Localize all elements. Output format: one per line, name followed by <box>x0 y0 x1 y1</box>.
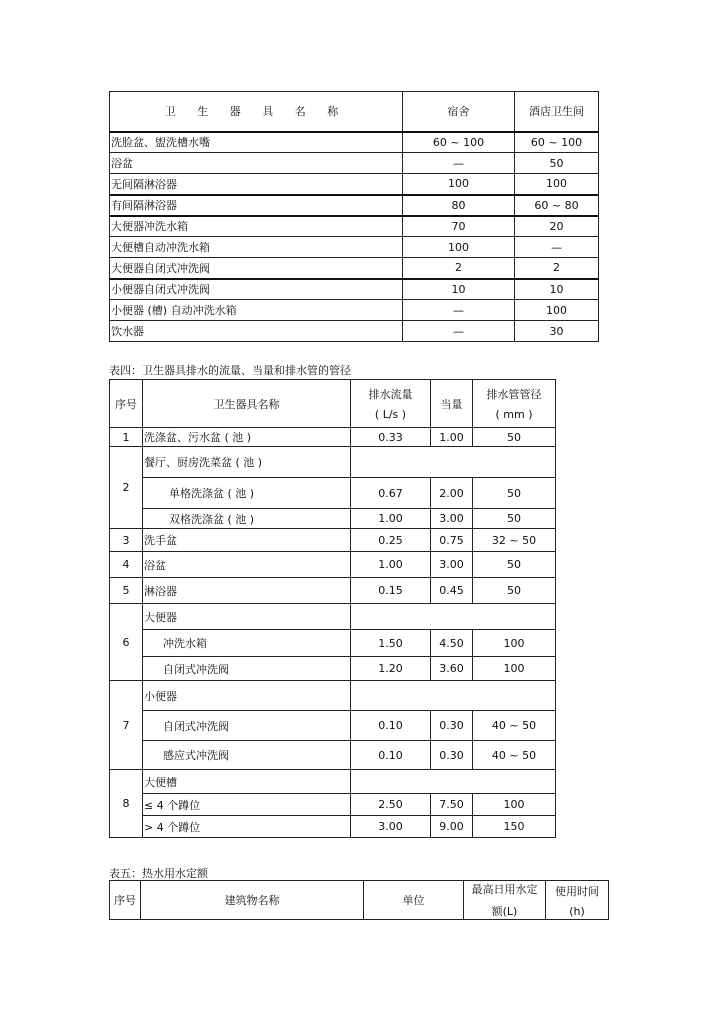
cell-equiv: 2.00 <box>431 478 473 509</box>
cell-empty <box>351 770 556 794</box>
cell-equiv: 3.00 <box>431 552 473 578</box>
cell-name: 大便器 <box>143 604 351 630</box>
cell-name: 洗脸盆、盥洗槽水嘴 <box>110 132 403 153</box>
table-row <box>110 657 556 681</box>
table-row <box>110 447 556 478</box>
header-flow-unit: ( L/s ) <box>374 408 407 421</box>
cell-hotel: 100 <box>515 300 599 321</box>
cell-flow: 1.00 <box>351 552 431 578</box>
table-row <box>110 478 556 509</box>
cell-name: 饮水器 <box>110 321 403 342</box>
cell-dorm: 100 <box>403 237 515 258</box>
cell-name: 洗手盆 <box>143 529 351 552</box>
header-hotel: 酒店卫生间 <box>515 92 599 132</box>
cell-name: 洗涤盆、污水盆 ( 池 ) <box>143 428 351 447</box>
header-building: 建筑物名称 <box>141 881 364 920</box>
table-row <box>110 711 556 741</box>
fixture-water-table <box>109 91 599 342</box>
header-name: 卫生器具名称 <box>143 380 351 428</box>
cell-flow: 2.50 <box>351 794 431 816</box>
header-pipe: 排水管管径 <box>486 388 542 401</box>
cell-name: 淋浴器 <box>143 578 351 604</box>
cell-equiv: 3.00 <box>431 509 473 529</box>
cell-equiv: 7.50 <box>431 794 473 816</box>
table-row <box>110 237 599 258</box>
cell-empty <box>351 447 556 478</box>
table-row <box>110 630 556 657</box>
cell-dorm: 2 <box>403 258 515 279</box>
cell-no: 3 <box>110 529 143 552</box>
cell-name: 自闭式冲洗阀 <box>143 657 351 681</box>
hot-water-table <box>109 880 609 920</box>
cell-pipe: 150 <box>473 816 556 838</box>
cell-name: 大便器冲洗水箱 <box>110 216 403 237</box>
table-row <box>110 216 599 237</box>
cell-flow: 0.10 <box>351 741 431 770</box>
cell-name: 自闭式冲洗阀 <box>143 711 351 741</box>
cell-hotel: 60 ~ 80 <box>515 195 599 216</box>
cell-equiv: 0.30 <box>431 741 473 770</box>
cell-equiv: 4.50 <box>431 630 473 657</box>
cell-name: 小便器 <box>143 681 351 711</box>
cell-name: 餐厅、厨房洗菜盆 ( 池 ) <box>143 447 351 478</box>
cell-hotel: 10 <box>515 279 599 300</box>
table-row <box>110 529 556 552</box>
header-no: 序号 <box>110 380 143 428</box>
cell-flow: 0.10 <box>351 711 431 741</box>
table-header-row <box>110 92 599 132</box>
cell-flow: 0.15 <box>351 578 431 604</box>
header-max-quota-unit: 额(L) <box>491 905 518 918</box>
cell-hotel: 50 <box>515 153 599 174</box>
cell-no: 8 <box>110 770 143 838</box>
cell-pipe: 50 <box>473 509 556 529</box>
table-row <box>110 794 556 816</box>
cell-name: > 4 个蹲位 <box>143 816 351 838</box>
cell-name: 浴盆 <box>110 153 403 174</box>
cell-no: 1 <box>110 428 143 447</box>
cell-flow: 0.25 <box>351 529 431 552</box>
cell-flow: 1.20 <box>351 657 431 681</box>
cell-flow: 3.00 <box>351 816 431 838</box>
cell-hotel: — <box>515 237 599 258</box>
header-pipe-unit: ( mm ) <box>495 408 533 421</box>
cell-name: 大便槽自动冲洗水箱 <box>110 237 403 258</box>
cell-equiv: 1.00 <box>431 428 473 447</box>
cell-equiv: 9.00 <box>431 816 473 838</box>
table-row <box>110 509 556 529</box>
cell-dorm: 100 <box>403 174 515 195</box>
cell-name: 冲洗水箱 <box>143 630 351 657</box>
cell-no: 2 <box>110 447 143 529</box>
cell-hotel: 2 <box>515 258 599 279</box>
cell-hotel: 30 <box>515 321 599 342</box>
cell-dorm: 10 <box>403 279 515 300</box>
table-row <box>110 428 556 447</box>
cell-name: 浴盆 <box>143 552 351 578</box>
cell-no: 4 <box>110 552 143 578</box>
cell-name: 感应式冲洗阀 <box>143 741 351 770</box>
cell-pipe: 100 <box>473 657 556 681</box>
table-row <box>110 132 599 153</box>
header-equiv: 当量 <box>431 380 473 428</box>
cell-hotel: 20 <box>515 216 599 237</box>
table-row <box>110 741 556 770</box>
table-header-row <box>110 881 609 920</box>
cell-equiv: 3.60 <box>431 657 473 681</box>
cell-no: 7 <box>110 681 143 770</box>
cell-flow: 1.00 <box>351 509 431 529</box>
cell-name: 小便器 (槽) 自动冲洗水箱 <box>110 300 403 321</box>
table-row <box>110 681 556 711</box>
header-use-time-unit: (h) <box>569 904 585 918</box>
cell-hotel: 60 ~ 100 <box>515 132 599 153</box>
cell-flow: 1.50 <box>351 630 431 657</box>
cell-equiv: 0.75 <box>431 529 473 552</box>
cell-flow: 0.67 <box>351 478 431 509</box>
cell-pipe: 40 ~ 50 <box>473 741 556 770</box>
cell-name: 大便器自闭式冲洗阀 <box>110 258 403 279</box>
header-use-time: 使用时间 <box>555 884 599 898</box>
cell-pipe: 32 ~ 50 <box>473 529 556 552</box>
cell-pipe: 100 <box>473 630 556 657</box>
cell-pipe: 50 <box>473 428 556 447</box>
cell-dorm: 80 <box>403 195 515 216</box>
table-header-row <box>110 380 556 428</box>
table-row <box>110 604 556 630</box>
cell-equiv: 0.30 <box>431 711 473 741</box>
table-row <box>110 816 556 838</box>
cell-pipe: 50 <box>473 478 556 509</box>
table-row <box>110 258 599 279</box>
table-row <box>110 321 599 342</box>
cell-name: 单格洗涤盆 ( 池 ) <box>143 478 351 509</box>
table-row <box>110 174 599 195</box>
table-row <box>110 770 556 794</box>
header-no: 序号 <box>110 881 141 920</box>
cell-hotel: 100 <box>515 174 599 195</box>
cell-pipe: 40 ~ 50 <box>473 711 556 741</box>
cell-dorm: 60 ~ 100 <box>403 132 515 153</box>
cell-name: 大便槽 <box>143 770 351 794</box>
header-max-quota: 最高日用水定 <box>471 883 538 896</box>
table-row <box>110 195 599 216</box>
cell-equiv: 0.45 <box>431 578 473 604</box>
cell-empty <box>351 604 556 630</box>
table-row <box>110 279 599 300</box>
cell-empty <box>351 681 556 711</box>
cell-pipe: 100 <box>473 794 556 816</box>
table-row <box>110 578 556 604</box>
cell-name: 有间隔淋浴器 <box>110 195 403 216</box>
table-row <box>110 300 599 321</box>
cell-dorm: — <box>403 300 515 321</box>
cell-dorm: 70 <box>403 216 515 237</box>
header-flow: 排水流量 <box>368 388 413 401</box>
header-fixture-name: 卫 生 器 具 名 称 <box>164 105 348 119</box>
cell-no: 6 <box>110 604 143 681</box>
cell-dorm: — <box>403 321 515 342</box>
cell-no: 5 <box>110 578 143 604</box>
cell-name: 双格洗涤盆 ( 池 ) <box>143 509 351 529</box>
table-row <box>110 153 599 174</box>
table4-caption: 表四：卫生器具排水的流量、当量和排水管的管径 <box>109 364 351 377</box>
cell-name: 无间隔淋浴器 <box>110 174 403 195</box>
table5-caption: 表五：热水用水定额 <box>109 867 208 880</box>
cell-pipe: 50 <box>473 578 556 604</box>
table-row <box>110 552 556 578</box>
drainage-table <box>109 379 556 838</box>
cell-name: 小便器自闭式冲洗阀 <box>110 279 403 300</box>
cell-dorm: — <box>403 153 515 174</box>
header-dorm: 宿舍 <box>403 92 515 132</box>
cell-flow: 0.33 <box>351 428 431 447</box>
header-unit: 单位 <box>364 881 464 920</box>
cell-name: ≤ 4 个蹲位 <box>143 794 351 816</box>
cell-pipe: 50 <box>473 552 556 578</box>
